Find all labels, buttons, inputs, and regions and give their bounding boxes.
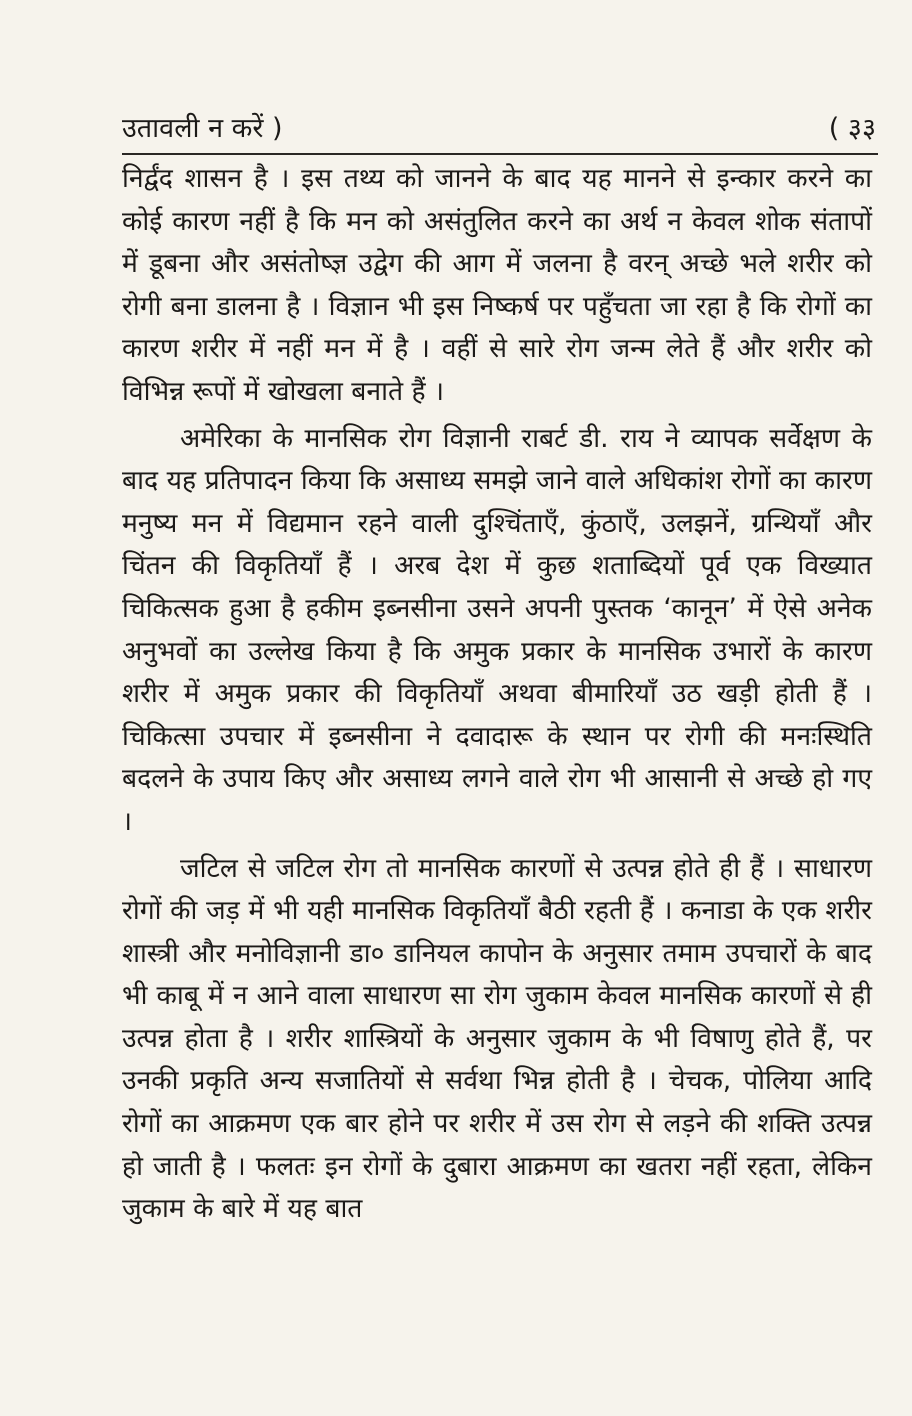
page-number: ( ३३ <box>828 113 876 144</box>
running-header <box>122 104 878 148</box>
running-title: उतावली न करें ) <box>122 113 283 144</box>
paragraph-3: जटिल से जटिल रोग तो मानसिक कारणों से उत्पन्न होते ही हैं । साधारण रोगों की जड़ में भी यही मानसिक विकृतियाँ बैठी रहती हैं । कनाडा के एक शरीर शास्त्री और मनोविज्ञानी डा० डानियल कापोन के अनुसार तमाम उपचारों के बाद भी काबू में न आने वाला साधारण सा रोग जुकाम केवल मानसिक कारणों से ही उत्पन्न होता है । शरीर शास्त्रियों के अनुसार जुकाम के भी विषाणु होते हैं, पर उनकी प्रकृति अन्य सजातियों से सर्वथा भिन्न होती है । चेचक, पोलिया आदि रोगों का आक्रमण एक बार होने पर शरीर में उस रोग से लड़ने की शक्ति उत्पन्न हो जाती है । फलतः इन रोगों के दुबारा आक्रमण का खतरा नहीं रहता, लेकिन जुकाम के बारे में यह बात <box>122 852 872 1225</box>
body-text <box>122 158 872 1231</box>
paragraph-2: अमेरिका के मानसिक रोग विज्ञानी राबर्ट डी. राय ने व्यापक सर्वेक्षण के बाद यह प्रतिपादन किया कि असाध्य समझे जाने वाले अधिकांश रोगों का कारण मनुष्य मन में विद्यमान रहने वाली दुश्चिंताएँ, कुंठाएँ, उलझनें, ग्रन्थियाँ और चिंतन की विकृतियाँ हैं । अरब देश में कुछ शताब्दियों पूर्व एक विख्यात चिकित्सक हुआ है हकीम इब्नसीना उसने अपनी पुस्तक ‘कानून’ में ऐसे अनेक अनुभवों का उल्लेख किया है कि अमुक प्रकार के मानसिक उभारों के कारण शरीर में अमुक प्रकार की विकृतियाँ अथवा बीमारियाँ उठ खड़ी होती हैं । चिकित्सा उपचार में इब्नसीना ने दवादारू के स्थान पर रोगी की मनःस्थिति बदलने के उपाय किए और असाध्य लगने वाले रोग भी आसानी से अच्छे हो गए । <box>122 422 872 837</box>
header-rule <box>122 153 878 155</box>
paragraph-1: निर्द्वंद शासन है । इस तथ्य को जानने के बाद यह मानने से इन्कार करने का कोई कारण नहीं है कि मन को असंतुलित करने का अर्थ न केवल शोक संतापों में डूबना और असंतोष्ज्ञ उद्वेग की आग में जलना है वरन् अच्छे भले शरीर को रोगी बना डालना है । विज्ञान भी इस निष्कर्ष पर पहुँचता जा रहा है कि रोगों का कारण शरीर में नहीं मन में है । वहीं से सारे रोग जन्म लेते हैं और शरीर को विभिन्न रूपों में खोखला बनाते हैं । <box>122 163 872 407</box>
